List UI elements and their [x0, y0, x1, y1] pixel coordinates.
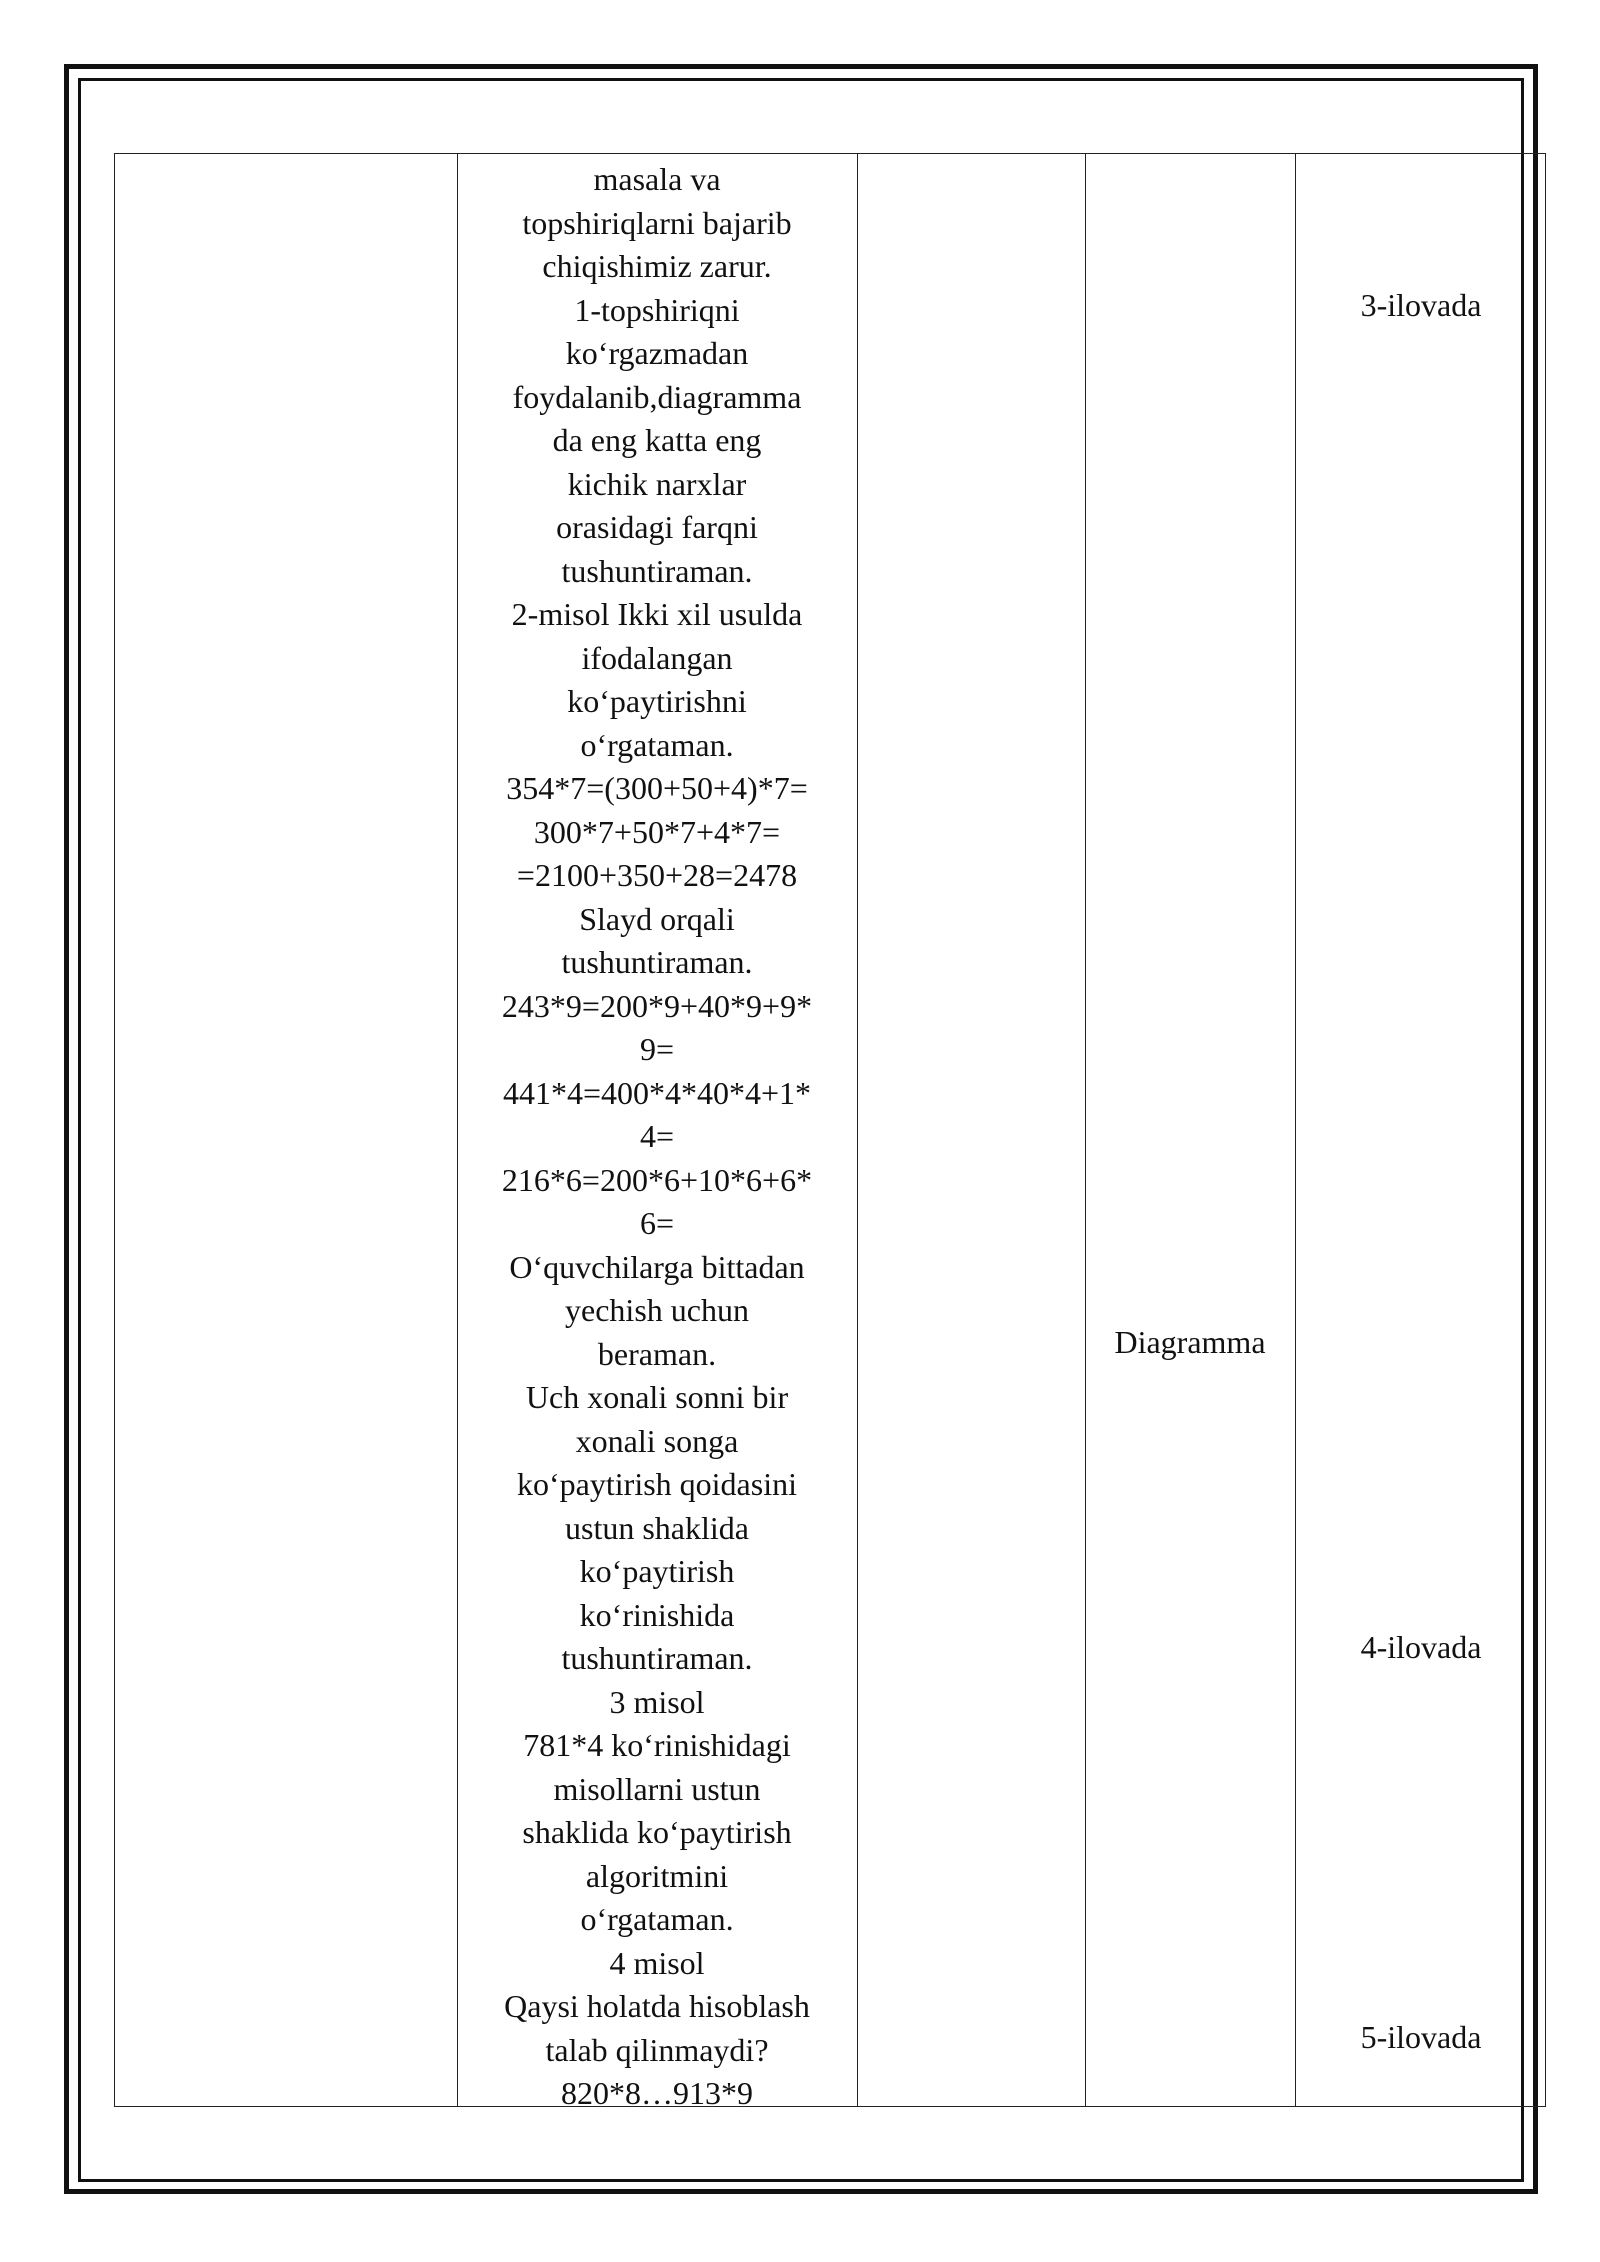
text-line: beraman.	[597, 1335, 717, 1372]
text-line: 216*6=200*6+10*6+6*	[501, 1161, 813, 1198]
text-line: topshiriqlarni bajarib	[522, 204, 792, 241]
text-line: 441*4=400*4*40*4+1*	[502, 1074, 812, 1111]
column-divider	[1085, 154, 1086, 2106]
text-line: talab qilinmaydi?	[545, 2031, 769, 2068]
text-line: 243*9=200*9+40*9+9*	[501, 987, 813, 1024]
table-cell-col3	[857, 154, 1085, 2106]
text-line: kichik narxlar	[567, 465, 747, 502]
text-line: 4 misol	[609, 1944, 705, 1981]
appendix-note: 4-ilovada	[1360, 1629, 1482, 1665]
text-line: =2100+350+28=2478	[516, 857, 798, 893]
text-line: misollarni ustun	[553, 1770, 761, 1807]
text-line: 9=	[639, 1031, 675, 1067]
appendix-note: 3-ilovada	[1360, 287, 1482, 323]
text-line: ko‘paytirish	[579, 1553, 735, 1589]
table-cell-resource: Diagramma	[1114, 1324, 1266, 1360]
table-cell-col1	[115, 154, 457, 2106]
text-line: ko‘paytirish qoidasini	[517, 1466, 797, 1502]
text-line: Uch xonali sonni bir	[525, 1379, 789, 1415]
text-line: da eng katta eng	[552, 422, 762, 458]
text-line: 4=	[639, 1118, 675, 1154]
text-line: 3 misol	[609, 1683, 705, 1720]
text-line: orasidagi farqni	[556, 509, 758, 545]
text-line: 820*8…913*9	[561, 2075, 753, 2111]
text-line: 6=	[639, 1205, 675, 1241]
text-line: 354*7=(300+50+4)*7=	[506, 770, 808, 806]
text-line: tushuntiraman.	[561, 1640, 753, 1676]
text-line: algoritmini	[585, 1857, 729, 1894]
text-line: Qaysi holatda hisoblash	[504, 1988, 810, 2024]
text-line: foydalanib,diagramma	[512, 378, 802, 415]
text-line: chiqishimiz zarur.	[542, 248, 772, 284]
text-line: ko‘rgazmadan	[565, 335, 749, 371]
text-line: 300*7+50*7+4*7=	[533, 813, 781, 850]
text-line: o‘rgataman.	[580, 726, 734, 763]
text-line: masala va	[593, 161, 721, 197]
text-line: ko‘paytirishni	[567, 683, 747, 719]
text-line: ustun shaklida	[565, 1509, 749, 1546]
text-line: ko‘rinishida	[579, 1596, 735, 1633]
text-line: Slayd orqali	[579, 900, 735, 937]
text-line: tushuntiraman.	[561, 944, 753, 980]
text-line: ifodalangan	[581, 639, 733, 676]
text-line: yechish uchun	[565, 1292, 749, 1328]
text-line: 781*4 ko‘rinishidagi	[523, 1727, 791, 1763]
text-line: shaklida ko‘paytirish	[522, 1814, 792, 1850]
text-line: O‘quvchilarga bittadan	[509, 1248, 805, 1285]
table-cell-lesson-steps	[457, 158, 857, 2116]
text-line: o‘rgataman.	[580, 1901, 734, 1937]
text-line: 1-topshiriqni	[574, 291, 740, 328]
text-line: 2-misol Ikki xil usulda	[511, 596, 803, 632]
text-line: tushuntiraman.	[561, 552, 753, 589]
lesson-table	[114, 153, 1546, 2111]
text-line: xonali songa	[575, 1422, 739, 1459]
column-divider	[1295, 154, 1296, 2106]
appendix-note: 5-ilovada	[1360, 2019, 1482, 2055]
